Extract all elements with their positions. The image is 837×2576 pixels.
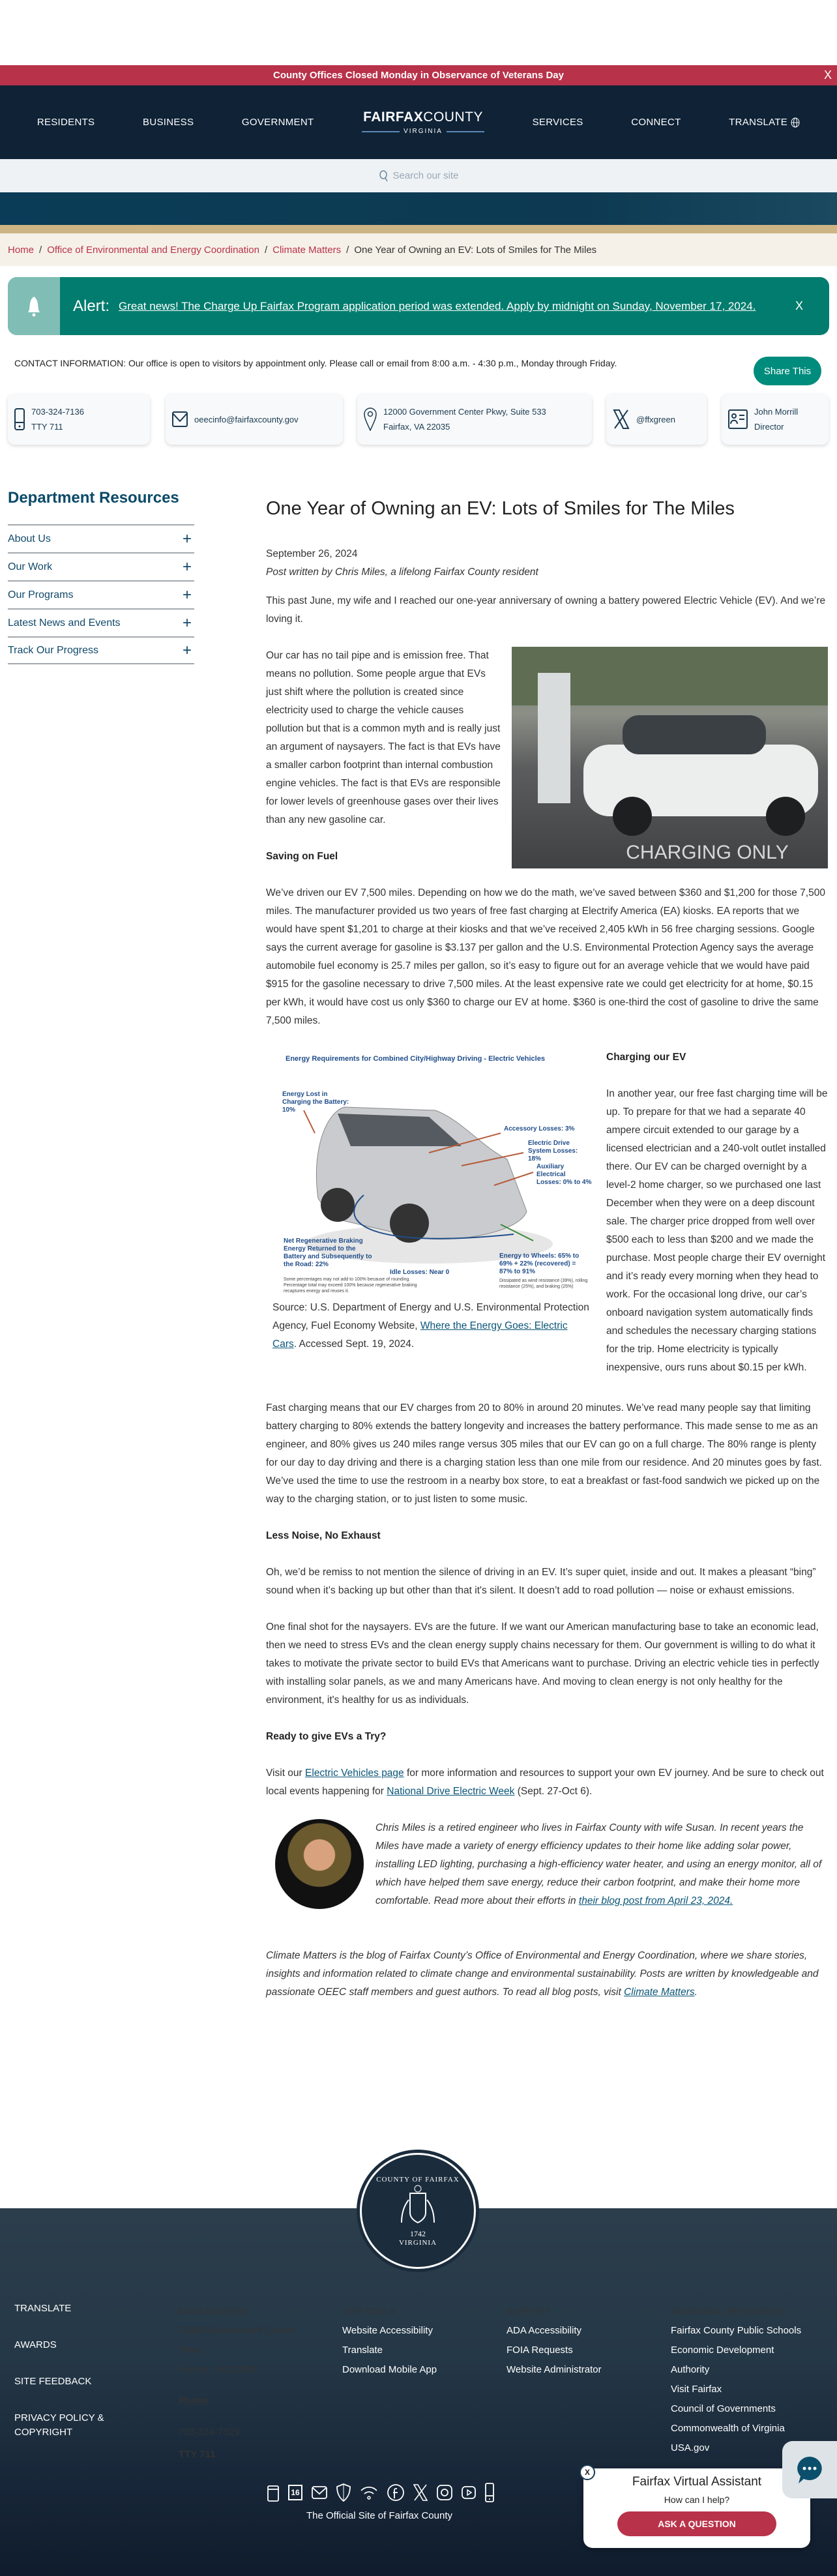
footer-address-2: Fairfax, VA 22035 xyxy=(179,2364,256,2375)
article xyxy=(266,496,828,2020)
source-text: Source: U.S. Department of Energy and U.S. Environmental Protection Agency, Fuel Economy Website, xyxy=(272,1302,589,1331)
diagram-label-auxiliary: Auxiliary Electrical Losses: 0% to 4% xyxy=(536,1163,592,1186)
footer-translate-link[interactable]: TRANSLATE xyxy=(14,2303,72,2314)
footer-cog-link[interactable]: Council of Governments xyxy=(671,2403,776,2414)
diagram-label-charging-loss: Energy Lost in Charging the Battery: 10% xyxy=(282,1091,349,1114)
heading-noise: Less Noise, No Exhaust xyxy=(266,1530,381,1541)
footer-awards-link[interactable]: AWARDS xyxy=(14,2339,57,2350)
footer-translate-tool-link[interactable]: Translate xyxy=(342,2345,383,2356)
paragraph-emissions: Our car has no tail pipe and is emission free. That means no pollution. Some people argue that EVs just shift where the pollution is created since electricity used to charge the vehicle causes pollution but that is a common myth and is really just an argument of naysayers. The fact is that EVs have a smaller carbon footprint than internal combustion engine vehicles. The fact is that EVs are responsible for lower levels of greenhouse gases over their lives than any new gasoline car. xyxy=(266,650,501,825)
mail-icon xyxy=(172,411,188,428)
banner-close-button[interactable]: X xyxy=(823,68,832,81)
contact-card-icon xyxy=(728,409,748,429)
page-title: One Year of Owning an EV: Lots of Smiles for The Miles xyxy=(266,498,735,519)
gold-divider xyxy=(0,225,837,233)
post-date: September 26, 2024 xyxy=(266,548,358,559)
heading-ready: Ready to give EVs a Try? xyxy=(266,1731,387,1742)
footer-phone-heading: Phone xyxy=(179,2395,209,2406)
diagram-label-drive-system: Electric Drive System Losses: 18% xyxy=(528,1140,578,1162)
footer-privacy-link[interactable]: PRIVACY POLICY & COPYRIGHT xyxy=(14,2412,104,2438)
alert-close-button[interactable]: X xyxy=(795,299,803,312)
hero-band xyxy=(0,192,837,225)
diagram-label-wheels: Energy to Wheels: 65% to 69% + 22% (recovered) = 87% to 91% xyxy=(499,1252,580,1275)
footer-social-icons xyxy=(267,2483,494,2502)
source-link[interactable]: Where the Energy Goes: Electric Cars xyxy=(272,1320,568,1350)
paragraph-naysayers: One final shot for the naysayers. EVs are the future. If we want our American manufacturing base to take an economic lead, then we need to stress EVs and the clean energy supply chains necessary for them. Our government is willing to do what it takes to motivate the private sector to build EVs that Americans want to purchase. Driving an electric vehicle ties in perfectly with installing solar panels, as we and many Americans have. And moving to clean energy is not only healthy for the environment, it's healthy for us as individuals. xyxy=(266,1621,819,1706)
footer-webadmin-link[interactable]: Website Administrator xyxy=(507,2364,602,2375)
chat-close-button[interactable]: X xyxy=(580,2465,595,2480)
footer-foia-link[interactable]: FOIA Requests xyxy=(507,2345,573,2356)
diagram-title: Energy Requirements for Combined City/Highway Driving - Electric Vehicles xyxy=(286,1055,545,1063)
paragraph-intro: This past June, my wife and I reached our one-year anniversary of owning a battery powered Electric Vehicle (EV). And we’re loving it. xyxy=(266,595,826,625)
diagram-label-accessory: Accessory Losses: 3% xyxy=(504,1125,575,1133)
chat-title: Fairfax Virtual Assistant xyxy=(632,2475,762,2489)
footer-accessibility-link[interactable]: Website Accessibility xyxy=(342,2325,433,2336)
footer-mobile-app-link[interactable]: Download Mobile App xyxy=(342,2364,437,2375)
footer-ada-link[interactable]: ADA Accessibility xyxy=(507,2325,582,2336)
instagram-icon[interactable] xyxy=(437,2485,452,2500)
photo-sign-text: CHARGING ONLY xyxy=(626,842,789,863)
footer-col-links xyxy=(14,2302,145,2440)
chat-bubble-icon xyxy=(795,2455,825,2485)
chat-launcher-button[interactable] xyxy=(782,2441,837,2498)
phone-number: 703-324-7136 xyxy=(31,407,84,417)
paragraph-visit xyxy=(266,1764,828,1801)
plus-icon: + xyxy=(182,557,192,576)
breadcrumb-home[interactable]: Home xyxy=(8,244,35,256)
source-accessed: . Accessed Sept. 19, 2024. xyxy=(293,1339,415,1350)
footer-tools-heading: SITE TOOLS xyxy=(342,2306,396,2317)
footer-col-resources xyxy=(671,2302,814,2458)
footer-phone: 703-324-7329 xyxy=(179,2427,240,2438)
shield-icon[interactable] xyxy=(336,2483,351,2502)
ev-charging-photo xyxy=(512,647,828,868)
drive-electric-week-link[interactable]: National Drive Electric Week xyxy=(387,1786,515,1797)
alert-link[interactable]: Great news! The Charge Up Fairfax Program application period was extended. Apply by midnight on Sunday, November 17, 2024. xyxy=(119,300,756,312)
phone-icon xyxy=(14,408,25,430)
map-pin-icon xyxy=(364,407,377,431)
main-nav xyxy=(0,85,837,159)
county-seal xyxy=(360,2153,476,2269)
tty-number: TTY 711 xyxy=(31,422,63,432)
sidebar-item-label: Our Programs xyxy=(8,589,74,600)
breadcrumb-current: One Year of Owning an EV: Lots of Smiles for The Miles xyxy=(354,244,597,256)
bio-text: Chris Miles is a retired engineer who lives in Fairfax County with wife Susan. In recent years the Miles have made a variety of energy efficiency updates to their home like adding solar power, installing LED lighting, purchasing a high-efficiency water heater, and using an energy monitor, all of which have helped them save energy, reduce their carbon footprint, and make their home more comfortable. Read more about their efforts in xyxy=(375,1822,822,1906)
sidebar-item-label: Latest News and Events xyxy=(8,617,121,629)
blog-about xyxy=(266,1947,828,2002)
footer-eda-link[interactable]: Economic Development Authority xyxy=(671,2345,774,2375)
paragraph-noise: Oh, we’d be remiss to not mention the silence of driving in an EV. It’s super quiet, inside and out. It makes a pleasant “bing” sound when it’s backing up but other than that it's silent. It doesn’t add to road pollution — noise or exhaust emissions. xyxy=(266,1567,816,1596)
logo-bold: FAIRFAX xyxy=(363,110,424,125)
breadcrumb-climate-matters[interactable]: Climate Matters xyxy=(272,244,342,256)
breadcrumb: Home / Office of Environmental and Energy Coordination / Climate Matters / One Year of Owning an EV: Lots of Smiles for The Miles xyxy=(0,233,837,266)
nav-connect[interactable]: CONNECT xyxy=(631,117,681,128)
seal-bottom-text: VIRGINIA xyxy=(398,2238,437,2247)
car-charging-illustration xyxy=(512,647,828,868)
sidebar-menu xyxy=(8,524,194,664)
alert-label: Alert: xyxy=(73,297,110,315)
x-logo-icon xyxy=(613,409,630,430)
ev-page-link[interactable]: Electric Vehicles page xyxy=(305,1768,404,1779)
footer-address-heading: MAIN ADDRESS xyxy=(179,2306,248,2317)
diagram-label-regen: Net Regenerative Braking Energy Returned to the Battery and Subsequently to the Road: 22% xyxy=(284,1237,372,1268)
footer-tty: TTY 711 xyxy=(179,2449,216,2460)
calendar-day-icon[interactable]: 16 xyxy=(288,2485,302,2500)
plus-icon: + xyxy=(182,585,192,604)
diagram-source xyxy=(272,1299,592,1354)
sidebar-item-about-us[interactable] xyxy=(8,524,194,552)
calendar-icon[interactable] xyxy=(267,2483,279,2502)
visit-text-3: (Sept. 27-Oct 6). xyxy=(514,1786,593,1797)
address-card[interactable] xyxy=(357,394,592,445)
paragraph-fuel: We’ve driven our EV 7,500 miles. Depending on how we do the math, we’ve saved between $360 and $1,200 for those 7,500 miles. The manufacturer provided us two years of free fast charging at Electrify America (EA) kiosks. EA reports that we would have spent $1,201 to charge at their kiosks and that we’ve received 2,405 kWh in 56 free charging sessions. Google says the current average for gasoline is $3.137 per gallon and the U.S. Environmental Protection Agency says the average automobile fuel economy is 25.7 miles per gallon, so it’s easy to figure out for an average vehicle that we would have paid $915 for the gasoline necessary to drive 7,500 miles. At the least expensive rate we could get electricity for at home, $0.15 per kWh, it would have cost us only $360 to charge our EV at home. $360 is one-third the cost of gasoline to drive the same 7,500 miles. xyxy=(266,887,825,1026)
globe-icon xyxy=(791,117,800,128)
sidebar-item-our-programs[interactable] xyxy=(8,580,194,608)
climate-matters-link[interactable]: Climate Matters xyxy=(624,1987,695,1998)
site-search[interactable] xyxy=(0,159,837,192)
sidebar-item-track-progress[interactable] xyxy=(8,636,194,664)
logo-sub: VIRGINIA xyxy=(404,128,443,135)
footer-site-feedback-link[interactable]: SITE FEEDBACK xyxy=(14,2376,92,2387)
plus-icon: + xyxy=(182,614,192,632)
email-card[interactable] xyxy=(166,394,343,445)
breadcrumb-office[interactable]: Office of Environmental and Energy Coordination xyxy=(47,244,259,256)
youtube-icon[interactable] xyxy=(462,2486,476,2499)
footer-col-address xyxy=(179,2302,316,2465)
search-input[interactable]: Search our site xyxy=(392,170,459,181)
footer-col-support xyxy=(507,2302,650,2380)
about-end: . xyxy=(694,1987,698,1998)
visit-text-2: for more information and resources to support your own EV journey. And be sure to check out local events happening for xyxy=(266,1768,824,1797)
alert-banner xyxy=(8,277,829,335)
share-button[interactable]: Share This xyxy=(754,357,821,385)
seal-top-text: COUNTY OF FAIRFAX xyxy=(376,2175,460,2184)
sidebar-item-label: Our Work xyxy=(8,561,53,572)
sidebar-title: Department Resources xyxy=(8,489,179,507)
chat-prompt: How can I help? xyxy=(664,2495,730,2505)
closure-banner xyxy=(0,65,837,85)
fairfax-county-logo[interactable] xyxy=(362,110,484,135)
email-address: oeecinfo@fairfaxcounty.gov xyxy=(194,414,299,424)
logo-rest: COUNTY xyxy=(423,110,483,125)
director-title: Director xyxy=(754,422,784,432)
coat-of-arms-icon xyxy=(398,2184,437,2229)
footer-address: 12000 Government Center Pkwy xyxy=(179,2325,295,2356)
nav-residents[interactable]: RESIDENTS xyxy=(37,117,95,128)
energy-diagram-figure xyxy=(266,1048,592,1354)
footer-col-site-tools xyxy=(342,2302,486,2380)
paragraph-fast-charging: Fast charging means that our EV charges from 20 to 80% in around 20 minutes. We’ve read many people say that limiting battery charging to 80% extends the battery longevity and increases the battery performance. This made sense to me as an engineer, and 80% gives us 240 miles range versus 305 miles that our EV can go on a full charge. The 80% range is plenty for our day to day driving and there is a charging station less than one mile from our residence. And 20 minutes goes by fast. We’ve used the time to use the restroom in a nearby box store, to eat a breakfast or fast-food sandwich we picked up on the way to the charging station, or to just listen to some music. xyxy=(266,1402,822,1505)
top-spacer xyxy=(0,0,837,65)
mobile-icon[interactable] xyxy=(485,2483,494,2502)
sidebar-item-label: About Us xyxy=(8,533,51,544)
footer-visit-fairfax-link[interactable]: Visit Fairfax xyxy=(671,2384,722,2395)
energy-diagram xyxy=(266,1048,592,1294)
twitter-handle: @ffxgreen xyxy=(636,414,675,424)
address-line-2: Fairfax, VA 22035 xyxy=(383,422,450,432)
visit-text: Visit our xyxy=(266,1768,306,1779)
ask-question-button[interactable]: ASK A QUESTION xyxy=(617,2511,776,2536)
nav-translate-label: TRANSLATE xyxy=(729,117,788,128)
diagram-note-rounding: Some percentages may not add to 100% because of rounding. Percentage total may exceed 100% because regenerative braking recaptures energy and reuses it. xyxy=(284,1277,417,1294)
bell-icon xyxy=(27,295,41,318)
seal-year: 1742 xyxy=(410,2228,426,2238)
about-text: Climate Matters is the blog of Fairfax County’s Office of Environmental and Energy Coordination, where we share stories, insights and information related to climate change and environmental sustainability. Posts are written by knowledgeable and passionate OEEC staff members and guest authors. To read all blog posts, visit xyxy=(266,1950,819,1998)
footer-resources-heading: ADDITIONAL RESOURCES xyxy=(671,2306,786,2317)
footer-support-heading: SUPPORT xyxy=(507,2306,551,2317)
footer-fcps-link[interactable]: Fairfax County Public Schools xyxy=(671,2325,802,2336)
author-bio xyxy=(275,1819,828,1929)
official-site-text: The Official Site of Fairfax County xyxy=(306,2510,452,2521)
diagram-label-idle: Idle Losses: Near 0 xyxy=(390,1269,450,1276)
author-bio-text xyxy=(375,1819,828,1910)
sidebar-item-label: Track Our Progress xyxy=(8,644,98,656)
heading-charging: Charging our EV xyxy=(606,1052,686,1063)
contact-information: CONTACT INFORMATION: Our office is open to visitors by appointment only. Please call or email from 8:00 a.m. - 4:30 p.m., Monday through Friday. xyxy=(14,358,617,368)
paragraph-charging: In another year, our free fast charging time will be up. To prepare for that we had a separate 40 ampere circuit extended to our garage by a licensed electrician and a 240-volt outlet installed there. Our EV can be charged overnight by a level-2 home charger, so we purchased one last December when they were on a deep discount sale. The charger price dropped from well over $500 each to less than $200 and we made the purchase. Most people charge their EV overnight and it’s ready every morning when they head to work. For the occasional long drive, our car’s onboard navigation system automatically finds and schedules the necessary charging stations for the trip. Home electricity is typically inexpensive, ours runs about $0.15 per kWh. xyxy=(606,1088,828,1373)
nav-government[interactable]: GOVERNMENT xyxy=(241,117,314,128)
phone-card[interactable] xyxy=(8,394,150,445)
sidebar-item-our-work[interactable] xyxy=(8,552,194,580)
nav-business[interactable]: BUSINESS xyxy=(143,117,194,128)
blog-post-link[interactable]: their blog post from April 23, 2024. xyxy=(578,1895,733,1906)
virtual-assistant-popup xyxy=(583,2468,810,2548)
mail-icon[interactable] xyxy=(312,2485,327,2500)
footer-virginia-link[interactable]: Commonwealth of Virginia xyxy=(671,2423,785,2434)
byline: Post written by Chris Miles, a lifelong Fairfax County resident xyxy=(266,567,538,578)
director-name: John Morrill xyxy=(754,407,799,417)
facebook-icon[interactable] xyxy=(387,2484,404,2501)
banner-text: County Offices Closed Monday in Observance of Veterans Day xyxy=(273,70,564,81)
director-card[interactable] xyxy=(722,394,829,445)
search-icon xyxy=(379,170,389,183)
footer-usagov-link[interactable]: USA.gov xyxy=(671,2442,710,2453)
plus-icon: + xyxy=(182,641,192,659)
heading-saving-fuel: Saving on Fuel xyxy=(266,851,338,862)
x-social-icon[interactable] xyxy=(413,2484,428,2501)
author-photo xyxy=(275,1819,364,1909)
twitter-card[interactable] xyxy=(606,394,707,445)
plus-icon: + xyxy=(182,529,192,548)
nav-services[interactable]: SERVICES xyxy=(532,117,583,128)
address-line-1: 12000 Government Center Pkwy, Suite 533 xyxy=(383,407,546,417)
nav-translate[interactable] xyxy=(729,117,800,128)
wifi-icon[interactable] xyxy=(360,2485,378,2500)
sidebar-item-news-events[interactable] xyxy=(8,608,194,636)
diagram-note-dissipated: Dissipated as wind resistance (39%), rolling resistance (25%), and braking (25%) xyxy=(499,1279,588,1289)
